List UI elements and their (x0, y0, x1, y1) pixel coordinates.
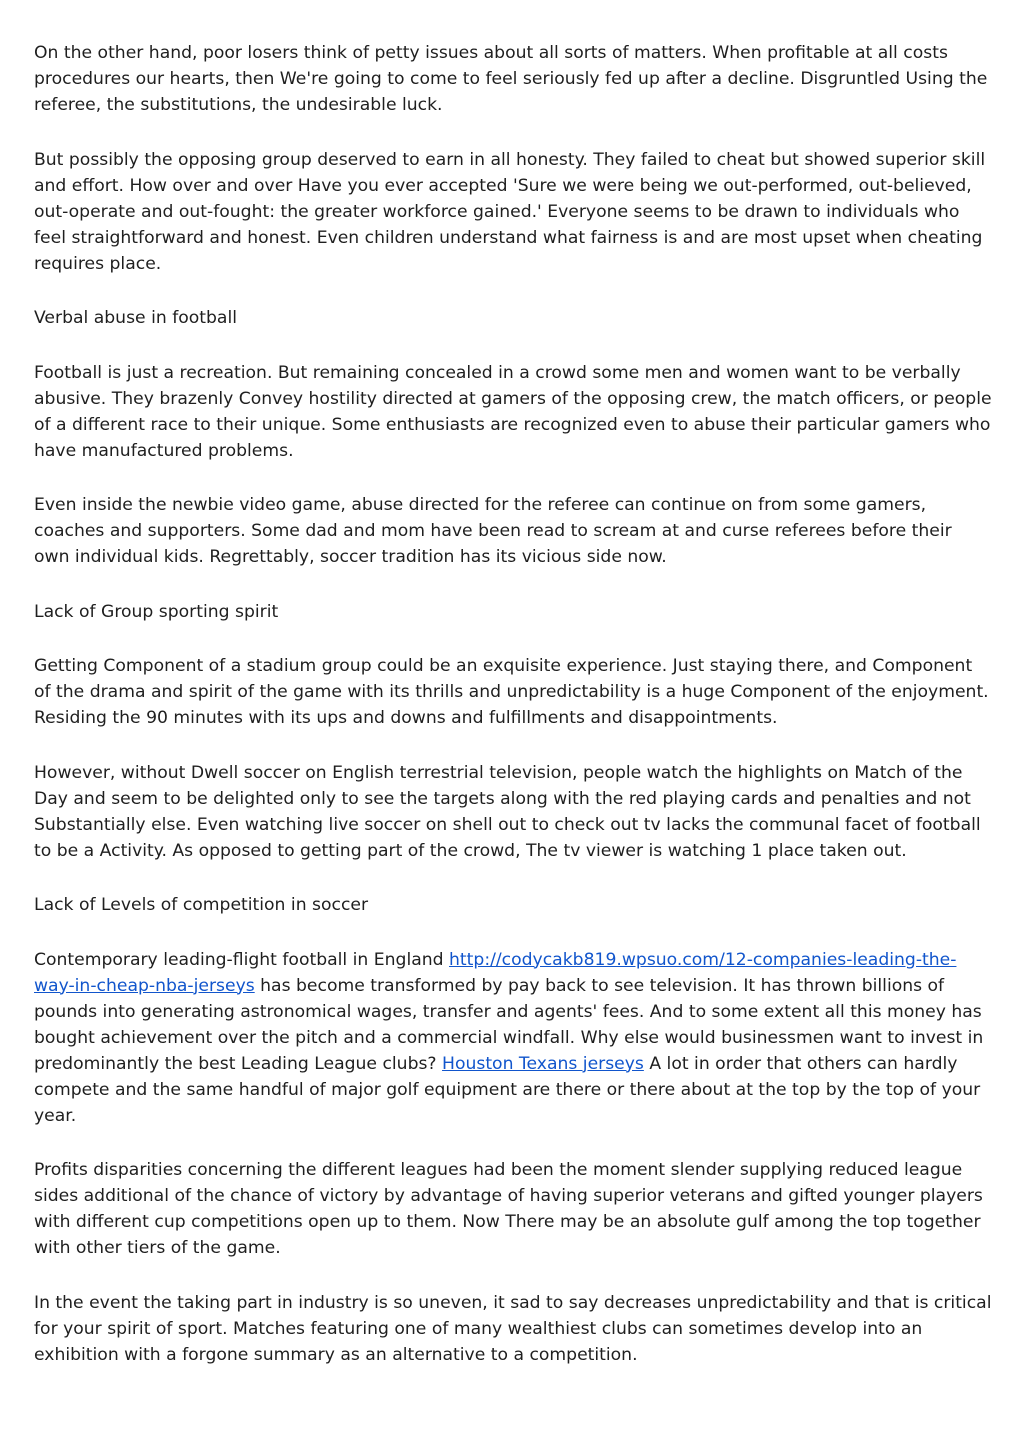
paragraph-uneven-industry: In the event the taking part in industry is so uneven, it sad to say decreases unpredictability and that is critical for your spirit of sport. Matches featuring one of many wealthiest clubs can sometimes develop into an exhibition with a forgone summary as an alternative to a competition. (34, 1292, 992, 1365)
paragraph-football-recreation: Football is just a recreation. But remaining concealed in a crowd some men and women want to be verbally abusive. They brazenly Convey hostility directed at gamers of the opposing crew, the match officers, or people of a different race to their unique. Some enthusiasts are recognized even to abuse their particular gamers who have manufactured problems. (34, 362, 992, 461)
paragraph-text-segment: A lot in order that others can hardly compete and the same handful of major golf equipment are there or there about at the top by the top of your year. (34, 1053, 981, 1126)
paragraph-text-segment: has become transformed by pay back to see television. It has thrown billions of pounds into generating astronomical wages, transfer and agents' fees. And to some extent all this money has bought achievement over the pitch and a commercial windfall. Why else would businessmen want to invest in predominantly the best Leading League clubs? (34, 975, 984, 1074)
paragraph-terrestrial-tv: However, without Dwell soccer on English terrestrial television, people watch the highlights on Match of the Day and seem to be delighted only to see the targets along with the red playing cards and penalties and not Substantially else. Even watching live soccer on shell out to check out tv lacks the communal facet of football to be a Activity. As opposed to getting part of the crowd, The tv viewer is watching 1 place taken out. (34, 762, 981, 861)
document-body (34, 40, 992, 1396)
section-heading-group-spirit: Lack of Group sporting spirit (34, 601, 279, 622)
paragraph-text-segment: Contemporary leading-flight football in England (34, 949, 450, 970)
paragraph-poor-losers: On the other hand, poor losers think of petty issues about all sorts of matters. When profitable at all costs procedures our hearts, then We're going to come to feel seriously fed up after a decline. Disgruntled Using the referee, the substitutions, the undesirable luck. (34, 43, 988, 115)
paragraph-top-flight-football (34, 947, 992, 1129)
link-houston-texans-jerseys[interactable]: Houston Texans jerseys (442, 1053, 644, 1074)
link-codycakb-article[interactable]: http://codycakb819.wpsuo.com/12-companies-leading-the-way-in-cheap-nba-jerseys (34, 949, 957, 996)
paragraph-profit-disparities: Profits disparities concerning the different leagues had been the moment slender supplying reduced league sides additional of the chance of victory by advantage of having superior veterans and gifted younger players with different cup competitions open up to them. Now There may be an absolute gulf among the top together with other tiers of the game. (34, 1160, 983, 1258)
section-heading-competition: Lack of Levels of competition in soccer (34, 895, 369, 915)
paragraph-stadium-group: Getting Component of a stadium group could be an exquisite experience. Just staying there, and Component of the drama and spirit of the game with its thrills and unpredictability is a huge Component of the enjoyment. Residing the 90 minutes with its ups and downs and fulfillments and disappointments. (34, 656, 989, 728)
paragraph-newbie-game: Even inside the newbie video game, abuse directed for the referee can continue on from some gamers, coaches and supporters. Some dad and mom have been read to scream at and curse referees before their own individual kids. Regrettably, soccer tradition has its vicious side now. (34, 495, 952, 567)
section-heading-verbal-abuse: Verbal abuse in football (34, 308, 238, 328)
paragraph-opposing-group: But possibly the opposing group deserved to earn in all honesty. They failed to cheat but showed superior skill and effort. How over and over Have you ever accepted 'Sure we were being we out-performed, out-believed, out-operate and out-fought: the greater workforce gained.' Everyone seems to be drawn to individuals who feel straightforward and honest. Even children understand what fairness is and are most upset when cheating requires place. (34, 149, 986, 274)
